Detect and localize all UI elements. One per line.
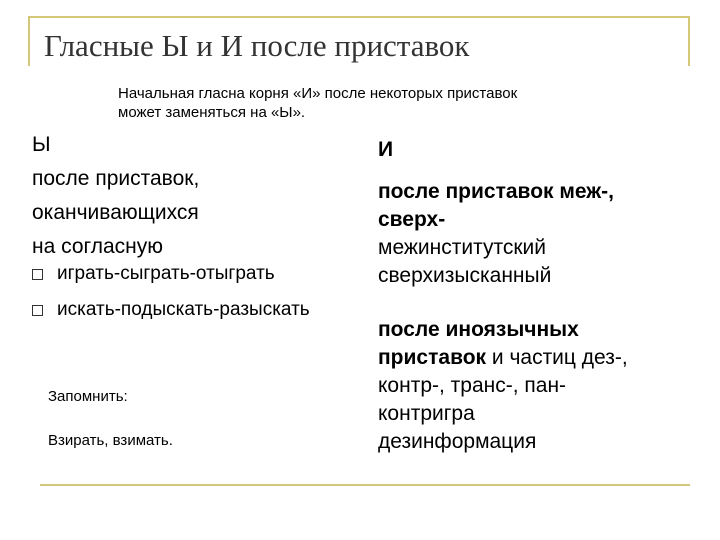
- square-bullet-icon: [32, 269, 43, 280]
- left-heading: Ы: [32, 133, 51, 156]
- left-rule-line-3: на согласную: [32, 235, 164, 258]
- example-text: играть-сыграть-отыграть: [57, 263, 275, 284]
- note-text: Взирать, взимать.: [48, 432, 173, 449]
- left-rule-line-2: оканчивающихся: [32, 201, 199, 224]
- slide-title: Гласные Ы и И после приставок: [44, 28, 470, 63]
- frame-bottom-line: [40, 484, 690, 486]
- right-heading: И: [378, 138, 394, 161]
- right-rule2-example-1: контригра: [378, 402, 475, 425]
- right-rule2-line-3: контр-, транс-, пан-: [378, 374, 567, 397]
- example-list: [32, 256, 310, 328]
- left-column: [32, 128, 362, 264]
- frame-right-line: [688, 16, 690, 66]
- list-item: [32, 292, 310, 328]
- right-rule2-line-2: [378, 344, 688, 372]
- right-rule1-line-1: после приставок меж-,: [378, 180, 615, 203]
- list-item: [32, 256, 310, 292]
- right-rule1-line-2: сверх-: [378, 208, 446, 231]
- frame-left-line: [28, 16, 30, 66]
- frame-top-line: [28, 16, 690, 18]
- right-rule1-example-1: межинститутский: [378, 236, 546, 259]
- note-label: Запомнить:: [48, 388, 128, 405]
- right-rule1-example-2: сверхизысканный: [378, 264, 552, 287]
- subtitle: [118, 84, 618, 122]
- right-rule2-bold-word: приставок: [378, 346, 487, 369]
- example-text: искать-подыскать-разыскать: [57, 299, 310, 320]
- subtitle-line-2: может заменяться на «Ы».: [118, 104, 306, 121]
- subtitle-line-1: Начальная гласна корня «И» после некоторых приставок: [118, 85, 518, 102]
- right-column: [378, 136, 688, 456]
- right-rule2-example-2: дезинформация: [378, 430, 537, 453]
- left-rule-line-1: после приставок,: [32, 167, 200, 190]
- right-rule2-line-1: после иноязычных: [378, 318, 579, 341]
- square-bullet-icon: [32, 305, 43, 316]
- right-rule2-rest: и частиц дез-,: [486, 346, 628, 369]
